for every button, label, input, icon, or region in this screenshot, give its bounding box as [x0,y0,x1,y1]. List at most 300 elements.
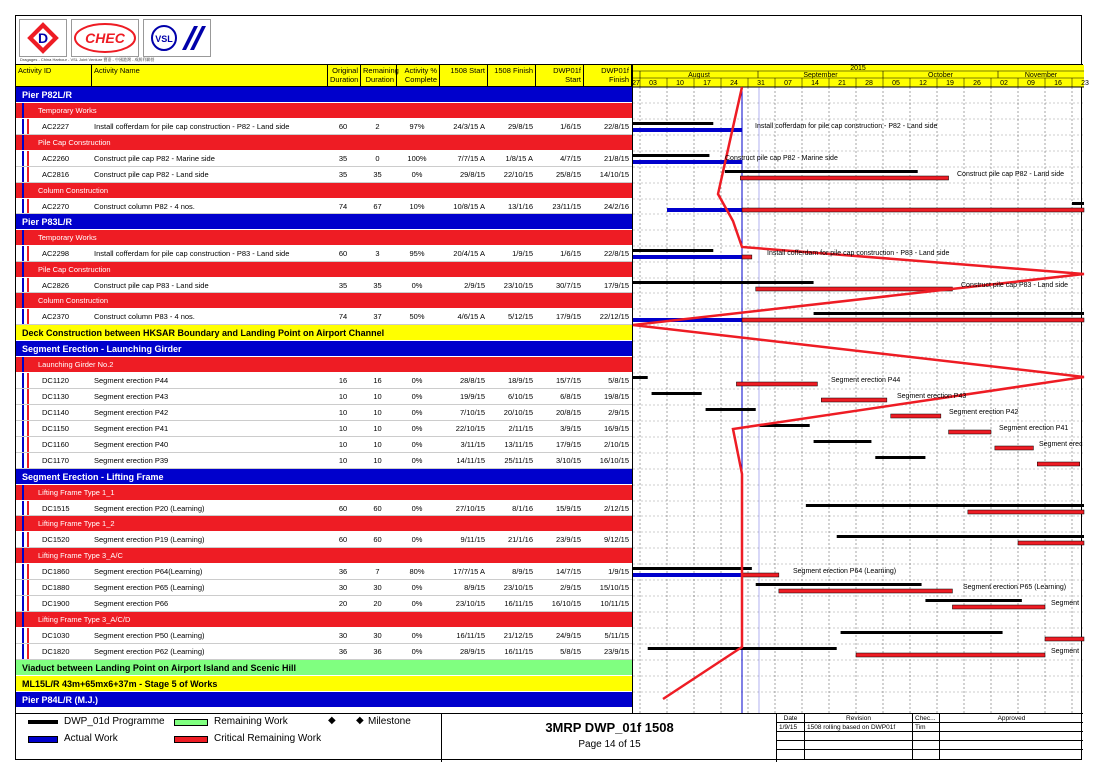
table-row[interactable] [16,389,632,405]
subgroup-band[interactable] [16,183,632,199]
bar-label: Segment [1051,600,1080,607]
programme-bar [806,504,1084,507]
cell-rd: 60 [373,535,382,544]
table-row[interactable] [16,437,632,453]
critical-bar [968,510,1084,514]
row-indent [22,532,24,547]
cell-f2: 17/9/15 [603,281,629,290]
programme-bar [725,170,918,173]
cell-rd: 10 [373,392,382,401]
row-indent [22,135,24,150]
cell-name: Construct pile cap P83 - Land side [94,281,209,290]
programme-bar [925,599,1021,602]
cell-f2: 5/11/15 [604,631,629,640]
group-label: Viaduct between Landing Point on Airport Island and Scenic Hill [22,663,297,673]
cell-id: DC1030 [42,631,70,640]
row-indent [22,453,24,468]
group-band[interactable] [16,676,632,692]
programme-bar [875,456,925,459]
row-indent [22,596,24,611]
cell-f1: 25/11/15 [504,456,533,465]
group-label: Temporary Works [38,233,97,242]
table-row[interactable] [16,405,632,421]
revision-table [777,714,1083,762]
table-row[interactable] [16,119,632,135]
cell-od: 16 [338,376,348,385]
cell-od: 20 [338,599,348,608]
timescale-week: 23 [1081,80,1089,87]
column-header-name[interactable]: Activity Name [92,65,328,87]
cell-rd: 10 [373,456,382,465]
group-label: Lifting Frame Type 1_1 [38,488,115,497]
programme-bar [633,567,752,570]
timescale-week: 28 [865,80,873,87]
bar-label: Segment erection P43 [897,393,967,400]
subgroup-band[interactable] [16,103,632,119]
cell-f1: 18/9/15 [507,376,533,385]
cell-pct: 0% [411,440,423,449]
critical-bar [742,255,752,259]
row-indent [22,309,24,324]
critical-bar [742,573,779,577]
cell-f2: 15/10/15 [599,583,629,592]
group-label: Column Construction [38,186,109,195]
cell-id: AC2227 [42,122,70,131]
group-label: Lifting Frame Type 3_A/C/D [38,615,131,624]
cell-id: AC2298 [42,249,70,258]
subgroup-band[interactable] [16,485,632,501]
logo-bar [16,16,1083,65]
row-indent [27,564,29,579]
rev-entry-approved [940,723,1083,732]
column-header [16,65,632,87]
bar-label: Construct pile cap P82 - Marine side [725,155,838,162]
subgroup-band[interactable] [16,516,632,532]
cell-name: Segment erection P50 (Learning) [94,631,205,640]
row-indent [22,357,24,372]
cell-name: Segment erection P43 [94,392,169,401]
column-header-id[interactable]: Activity ID [16,65,92,87]
rev-empty-row [777,750,805,759]
row-indent [22,580,24,595]
legend-programme-label: DWP_01d Programme [64,716,165,727]
cell-s2: 24/9/15 [555,631,581,640]
column-header-od[interactable]: Original Duration [328,65,361,87]
table-row[interactable] [16,278,632,293]
column-header-f2[interactable]: DWP01f Finish [584,65,632,87]
cell-rd: 35 [373,281,382,290]
actual-bar [633,128,742,132]
cell-s2: 17/9/15 [555,312,581,321]
group-label: Lifting Frame Type 3_A/C [38,551,123,560]
cell-name: Segment erection P42 [94,408,169,417]
cell-f2: 16/9/15 [603,424,629,433]
row-indent [27,628,29,643]
group-band[interactable] [16,341,632,357]
actual-bar [667,208,742,212]
timescale-week: 07 [784,80,792,87]
timescale-week: 17 [703,80,711,87]
cell-f1: 21/12/15 [503,631,533,640]
programme-bar [633,154,709,157]
cell-name: Construct pile cap P82 - Marine side [94,154,215,163]
cell-f2: 2/10/15 [603,440,629,449]
column-header-s2[interactable]: DWP01f Start [536,65,584,87]
table-row[interactable] [16,421,632,437]
table-row[interactable] [16,532,632,548]
timescale-week: 31 [757,80,765,87]
cell-name: Segment erection P20 (Learning) [94,504,205,513]
cell-name: Segment erection P19 (Learning) [94,535,205,544]
cell-f2: 22/12/15 [599,312,629,321]
cell-f2: 1/9/15 [608,567,629,576]
row-indent [22,293,24,308]
cell-pct: 0% [411,631,423,640]
rev-header-revision: Revision [805,714,913,723]
cell-f2: 24/2/16 [603,202,629,211]
subgroup-band[interactable] [16,548,632,564]
group-label: ML15L/R 43m+65mx6+37m - Stage 5 of Works [22,679,218,689]
cell-pct: 0% [411,456,423,465]
cell-s2: 25/8/15 [555,170,581,179]
table-row[interactable] [16,580,632,596]
programme-bar [633,376,648,379]
row-indent [22,278,24,292]
cell-f1: 29/8/15 [507,122,533,131]
cell-name: Segment erection P44 [94,376,169,385]
critical-bar [756,287,953,291]
timescale-week: 27 [632,80,640,87]
table-row[interactable] [16,246,632,262]
subgroup-band[interactable] [16,135,632,151]
table-row[interactable] [16,564,632,580]
cell-id: DC1170 [42,456,69,465]
cell-f1: 16/11/15 [504,647,533,656]
cell-s1: 23/10/15 [455,599,485,608]
cell-s2: 2/9/15 [560,583,581,592]
cell-rd: 10 [373,440,382,449]
cell-rd: 36 [373,647,382,656]
cell-id: DC1130 [42,392,69,401]
cell-pct: 80% [409,567,425,576]
row-indent [27,421,29,436]
cell-pct: 0% [411,408,423,417]
cell-id: DC1860 [42,567,70,576]
rev-entry-revision: 1508 rolling based on DWP01f [805,723,913,732]
programme-bar [633,249,713,252]
cell-s1: 16/11/15 [456,631,485,640]
activity-table [16,87,632,713]
cell-f1: 20/10/15 [503,408,533,417]
group-label: Lifting Frame Type 1_2 [38,519,115,528]
group-label: Deck Construction between HKSAR Boundary and Landing Point on Airport Channel [22,328,385,338]
cell-s1: 28/9/15 [459,647,485,656]
cell-f1: 2/11/15 [508,424,533,433]
cell-rd: 2 [375,122,380,131]
cell-f1: 13/1/16 [507,202,533,211]
cell-f2: 2/9/15 [608,408,629,417]
table-row[interactable] [16,501,632,516]
column-header-s1[interactable]: 1508 Start [440,65,488,87]
column-header-f1[interactable]: 1508 Finish [488,65,536,87]
subgroup-band[interactable] [16,230,632,246]
programme-bar [652,392,702,395]
cell-name: Construct column P82 - 4 nos. [94,202,195,211]
critical-bar [740,176,948,180]
row-indent [22,564,24,579]
subgroup-band[interactable] [16,293,632,309]
cell-rd: 35 [373,170,382,179]
cell-s1: 22/10/15 [455,424,485,433]
cell-s2: 1/6/15 [560,122,581,131]
cell-s1: 28/8/15 [459,376,485,385]
cell-f1: 1/8/15 A [505,154,533,163]
row-indent [27,405,29,420]
vsl-logo [143,19,211,57]
row-indent [27,309,29,324]
cell-od: 60 [338,249,348,258]
subgroup-band[interactable] [16,612,632,628]
cell-od: 35 [338,281,348,290]
group-band[interactable] [16,692,632,708]
subgroup-band[interactable] [16,357,632,373]
timescale-year: 2015 [850,65,866,72]
bar-label: Segment erection P64 (Learning) [793,568,897,575]
cell-s1: 24/3/15 A [453,122,485,131]
table-row[interactable] [16,373,632,389]
rev-empty-row [913,750,940,759]
table-row[interactable] [16,167,632,183]
programme-bar [633,281,814,284]
timescale-week: 12 [919,80,927,87]
cell-f1: 6/10/15 [507,392,533,401]
actual-bar [633,573,742,577]
cell-od: 74 [338,202,348,211]
cell-id: DC1140 [42,408,69,417]
group-band[interactable] [16,214,632,230]
row-indent [27,644,29,659]
rev-empty-row [805,732,913,741]
diamond-icon: ◆ [328,715,336,726]
table-row[interactable] [16,596,632,612]
cell-od: 60 [338,535,348,544]
cell-f1: 5/12/15 [507,312,533,321]
cell-id: AC2816 [42,170,70,179]
group-band[interactable] [16,469,632,485]
cell-f2: 21/8/15 [603,154,629,163]
group-label: Launching Girder No.2 [38,360,114,369]
legend-remaining-label: Remaining Work [214,716,288,727]
cell-name: Segment erection P41 [94,424,169,433]
row-indent [22,612,24,627]
group-label: Pier P83L/R [22,217,73,227]
cell-id: AC2260 [42,154,70,163]
cell-rd: 30 [373,631,382,640]
cell-s2: 20/8/15 [555,408,581,417]
critical-bar [1045,637,1084,641]
row-indent [22,373,24,388]
programme-bar [837,535,1084,538]
row-indent [22,516,24,531]
cell-id: DC1120 [42,376,69,385]
cell-s1: 3/11/15 [460,440,485,449]
row-indent [22,548,24,563]
subgroup-band[interactable] [16,262,632,278]
rev-empty-row [805,741,913,750]
cell-f1: 23/10/15 [503,583,533,592]
cell-f1: 1/9/15 [512,249,533,258]
row-indent [22,628,24,643]
row-indent [22,119,24,134]
cell-name: Install cofferdam for pile cap construction - P82 - Land side [94,122,290,131]
column-header-pct[interactable]: Activity % Complete [397,65,440,87]
programme-bar [814,440,872,443]
cell-name: Segment erection P65 (Learning) [94,583,205,592]
cell-s1: 29/8/15 [459,170,485,179]
row-indent [22,644,24,659]
cell-s2: 23/9/15 [555,535,581,544]
cell-od: 10 [338,424,348,433]
rev-header-approved: Approved [940,714,1083,723]
cell-rd: 10 [373,408,382,417]
cell-f2: 5/8/15 [608,376,629,385]
programme-bar [814,312,1084,315]
row-indent [22,199,24,213]
cell-pct: 0% [411,504,423,513]
programme-bar [1072,202,1084,205]
critical-bar [891,414,941,418]
legend-footer [16,713,1083,761]
rev-empty-row [940,741,1083,750]
page-number: Page 14 of 15 [578,739,641,750]
cell-pct: 0% [411,281,423,290]
cell-f1: 22/10/15 [503,170,533,179]
cell-name: Construct pile cap P82 - Land side [94,170,209,179]
row-indent [22,183,24,198]
cell-name: Segment erection P62 (Learning) [94,647,205,656]
schedule-page [15,15,1089,760]
cell-pct: 100% [407,154,427,163]
rev-empty-row [913,732,940,741]
cell-f1: 8/9/15 [512,567,533,576]
cell-f1: 23/10/15 [503,281,533,290]
rev-empty-row [940,732,1083,741]
cell-od: 10 [338,408,348,417]
cell-od: 60 [338,504,348,513]
cell-pct: 0% [411,599,423,608]
cell-f2: 10/11/15 [600,599,629,608]
cell-s2: 30/7/15 [555,281,581,290]
row-indent [27,580,29,595]
cell-s1: 17/7/15 A [453,567,485,576]
table-row[interactable] [16,199,632,214]
cell-f1: 13/11/15 [504,440,533,449]
group-label: Segment Erection - Lifting Frame [22,472,164,482]
cell-s1: 9/11/15 [460,535,485,544]
timescale-month: September [803,72,838,79]
cell-pct: 0% [411,583,423,592]
programme-bar [841,631,1003,634]
row-indent [22,230,24,245]
cell-id: AC2826 [42,281,70,290]
timescale-week: 24 [730,80,738,87]
document-title: 3MRP DWP_01f 1508 [545,720,674,735]
cell-name: Construct column P83 - 4 nos. [94,312,195,321]
cell-od: 10 [338,440,348,449]
group-band[interactable] [16,87,632,103]
group-band[interactable] [16,660,632,676]
table-row[interactable] [16,151,632,167]
row-indent [22,501,24,515]
critical-bar [1018,541,1084,545]
legend-box [16,714,442,762]
cell-s1: 7/7/15 A [457,154,485,163]
row-indent [22,246,24,261]
table-row[interactable] [16,453,632,469]
rev-empty-row [940,750,1083,759]
group-label: Segment Erection - Launching Girder [22,344,182,354]
cell-s2: 17/9/15 [555,440,581,449]
critical-bar [1037,462,1079,466]
cell-od: 35 [338,154,348,163]
cell-id: AC2370 [42,312,70,321]
table-row[interactable] [16,628,632,644]
group-band[interactable] [16,325,632,341]
cell-id: DC1820 [42,647,70,656]
cell-s2: 15/7/15 [555,376,581,385]
cell-f2: 19/8/15 [603,392,629,401]
rev-header-date: Date [777,714,805,723]
table-row[interactable] [16,644,632,660]
cell-id: DC1515 [42,504,70,513]
cell-f1: 8/1/16 [512,504,533,513]
rev-entry-date: 1/9/15 [777,723,805,732]
rev-empty-row [777,732,805,741]
chec-logo [71,19,139,57]
critical-bar [995,446,1034,450]
bar-label: Segment erection P41 [999,425,1069,432]
critical-bar [856,653,1045,657]
cell-id: AC2270 [42,202,70,211]
cell-f2: 14/10/15 [599,170,629,179]
row-indent [22,167,24,182]
cell-pct: 0% [411,376,423,385]
cell-s2: 23/11/15 [552,202,581,211]
critical-bar [742,208,1084,212]
group-label: Pier P82L/R [22,90,73,100]
legend-milestone-label: Milestone [368,716,411,727]
bar-label: Segment erection P44 [831,377,901,384]
row-indent [27,167,29,182]
timescale-week: 16 [1054,80,1062,87]
cell-od: 10 [338,392,348,401]
legend-critical-label: Critical Remaining Work [214,733,322,744]
cell-id: DC1880 [42,583,70,592]
title-block [442,714,777,762]
timescale-week: 21 [838,80,846,87]
cell-od: 74 [338,312,348,321]
cell-id: DC1150 [42,424,69,433]
logo-caption: Dragages - China Harbour - VSL Joint Venture 寶嘉 - 中國港灣 - 威勝利聯營 [20,57,155,62]
cell-f2: 16/10/15 [599,456,629,465]
critical-bar [821,398,887,402]
gantt-chart [632,65,1089,713]
table-row[interactable] [16,309,632,325]
cell-s1: 2/9/15 [464,281,485,290]
column-header-rd[interactable]: Remaining Duration [361,65,397,87]
row-indent [22,103,24,118]
row-indent [22,421,24,436]
